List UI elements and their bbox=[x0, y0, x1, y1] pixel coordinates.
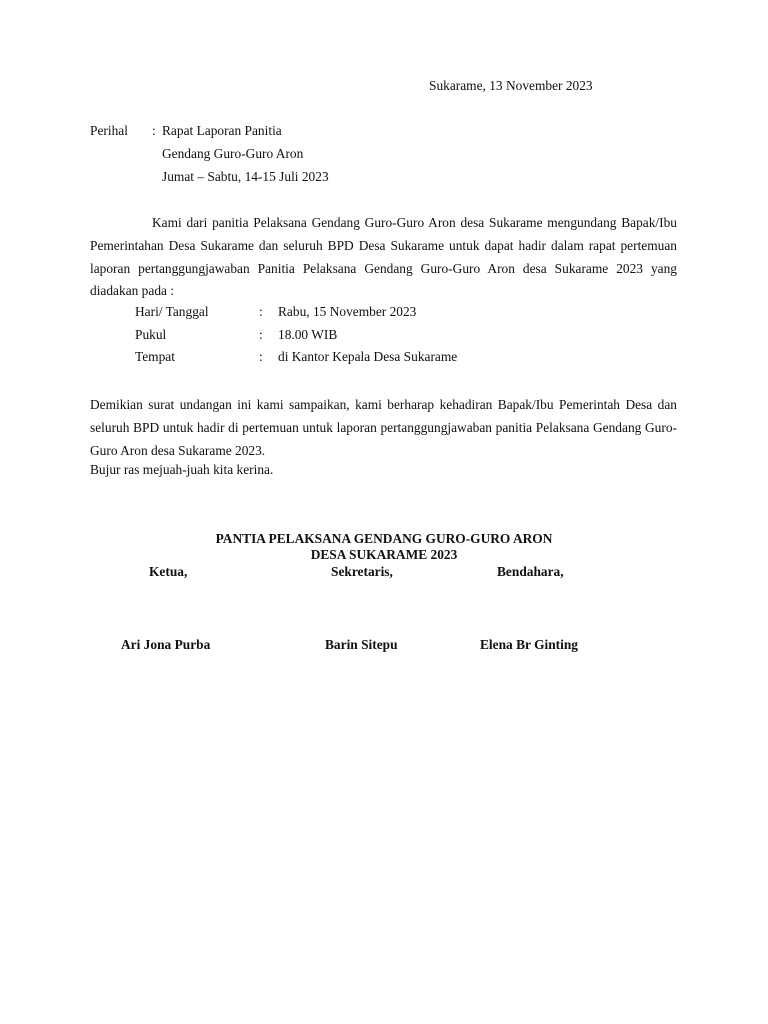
role-chair: Ketua, bbox=[149, 564, 188, 579]
detail-colon: : bbox=[259, 304, 263, 319]
detail-colon: : bbox=[259, 349, 263, 364]
detail-colon: : bbox=[259, 327, 263, 342]
subject-line: Gendang Guro-Guro Aron bbox=[162, 146, 304, 161]
subject-label: Perihal bbox=[90, 123, 128, 138]
detail-value-place: di Kantor Kepala Desa Sukarame bbox=[278, 349, 458, 364]
committee-line: DESA SUKARAME 2023 bbox=[310, 547, 458, 562]
committee-line: PANTIA PELAKSANA GENDANG GURO-GURO ARON bbox=[215, 531, 553, 546]
detail-value-time: 18.00 WIB bbox=[278, 327, 338, 342]
role-treasurer: Bendahara, bbox=[497, 564, 564, 579]
committee-heading bbox=[190, 531, 578, 563]
detail-label-place: Tempat bbox=[135, 349, 175, 364]
subject-line: Jumat – Sabtu, 14-15 Juli 2023 bbox=[162, 169, 329, 184]
place-date: Sukarame, 13 November 2023 bbox=[429, 78, 593, 93]
detail-label-date: Hari/ Tanggal bbox=[135, 304, 209, 319]
role-secretary: Sekretaris, bbox=[331, 564, 393, 579]
subject-line: Rapat Laporan Panitia bbox=[162, 123, 282, 138]
name-chair: Ari Jona Purba bbox=[121, 637, 211, 652]
subject-colon: : bbox=[152, 123, 156, 138]
detail-value-date: Rabu, 15 November 2023 bbox=[278, 304, 417, 319]
name-treasurer: Elena Br Ginting bbox=[480, 637, 578, 652]
greeting: Bujur ras mejuah-juah kita kerina. bbox=[90, 462, 274, 477]
invitation-paragraph: Kami dari panitia Pelaksana Gendang Guro-Guro Aron desa Sukarame mengundang Bapak/Ibu Pemerintahan Desa Sukarame dan seluruh BPD Desa Sukarame untuk dapat hadir dalam rapat pertemuan laporan pertanggungjawaban Panitia Pelaksana Gendang Guro-Guro Aron desa Sukarame 2023 yang diadakan pada : bbox=[90, 215, 677, 299]
detail-label-time: Pukul bbox=[135, 327, 167, 342]
name-secretary: Barin Sitepu bbox=[325, 637, 398, 652]
closing-paragraph: Demikian surat undangan ini kami sampaikan, kami berharap kehadiran Bapak/Ibu Pemerintah Desa dan seluruh BPD untuk hadir di pertemuan untuk laporan pertanggungjawaban panitia Pelaksana Gendang Guro-Guro Aron desa Sukarame 2023. bbox=[90, 397, 677, 458]
